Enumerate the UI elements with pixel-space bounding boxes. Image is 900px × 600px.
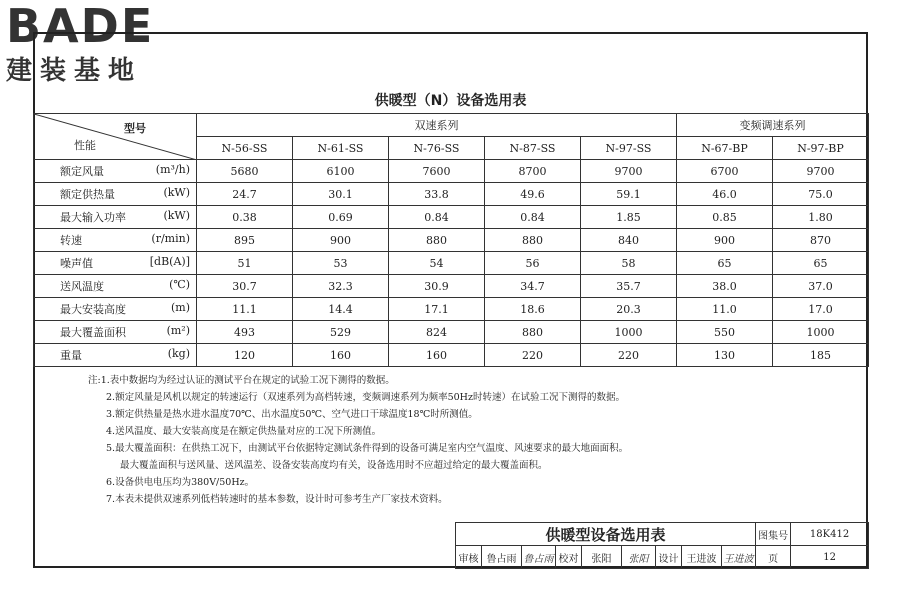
row-unit: [dB(A)] bbox=[149, 255, 190, 268]
note-line: 4.送风温度、最大安装高度是在额定供热量对应的工况下所测值。 bbox=[106, 426, 382, 437]
note-line: 注:1.表中数据均为经过认证的测试平台在规定的试验工况下测得的数据。 bbox=[88, 375, 395, 386]
row-label: 额定供热量 bbox=[60, 188, 115, 201]
row-label: 重量 bbox=[60, 349, 82, 362]
table-cell: 120 bbox=[197, 344, 293, 367]
property-label: 性能 bbox=[74, 139, 96, 152]
group-dual-speed: 双速系列 bbox=[197, 114, 677, 137]
table-cell: 880 bbox=[485, 321, 581, 344]
table-cell: 0.38 bbox=[197, 206, 293, 229]
table-cell: 880 bbox=[485, 229, 581, 252]
table-cell: 895 bbox=[197, 229, 293, 252]
logo-text-en: BADE bbox=[6, 0, 155, 53]
row-label: 噪声值 bbox=[60, 257, 93, 270]
table-cell: 5680 bbox=[197, 160, 293, 183]
row-label-cell bbox=[34, 229, 197, 252]
row-unit: (r/min) bbox=[151, 232, 190, 245]
table-cell: 840 bbox=[581, 229, 677, 252]
row-label: 送风温度 bbox=[60, 280, 104, 293]
reviewer-name: 鲁占雨 bbox=[482, 546, 522, 569]
drawing-title: 供暖型设备选用表 bbox=[456, 523, 756, 546]
table-cell: 46.0 bbox=[677, 183, 773, 206]
table-cell: 14.4 bbox=[293, 298, 389, 321]
table-cell: 1.80 bbox=[773, 206, 869, 229]
table-cell: 185 bbox=[773, 344, 869, 367]
corner-diagonal bbox=[34, 114, 197, 160]
note-line: 2.额定风量是风机以规定的转速运行（双速系列为高档转速，变频调速系列为频率50Hz时转速）在试验工况下测得的数据。 bbox=[106, 392, 625, 403]
reviewer-signature: 鲁占雨 bbox=[522, 546, 556, 569]
row-label-cell bbox=[34, 252, 197, 275]
header-row-groups bbox=[34, 114, 869, 137]
table-row bbox=[34, 229, 869, 252]
table-cell: 58 bbox=[581, 252, 677, 275]
checker-signature: 张阳 bbox=[622, 546, 656, 569]
table-cell: 0.85 bbox=[677, 206, 773, 229]
table-row bbox=[34, 160, 869, 183]
row-unit: (kg) bbox=[167, 347, 190, 360]
table-cell: 53 bbox=[293, 252, 389, 275]
checker-name: 张阳 bbox=[582, 546, 622, 569]
table-row bbox=[34, 252, 869, 275]
table-row bbox=[34, 344, 869, 367]
table-cell: 30.7 bbox=[197, 275, 293, 298]
table-cell: 35.7 bbox=[581, 275, 677, 298]
table-cell: 54 bbox=[389, 252, 485, 275]
table-cell: 37.0 bbox=[773, 275, 869, 298]
model-header: N-97-BP bbox=[773, 137, 869, 160]
table-title: 供暖型（N）设备选用表 bbox=[374, 93, 527, 109]
table-cell: 7600 bbox=[389, 160, 485, 183]
table-cell: 824 bbox=[389, 321, 485, 344]
table-cell: 900 bbox=[677, 229, 773, 252]
table-cell: 8700 bbox=[485, 160, 581, 183]
table-cell: 130 bbox=[677, 344, 773, 367]
designer-signature: 王进波 bbox=[722, 546, 756, 569]
table-cell: 493 bbox=[197, 321, 293, 344]
table-cell: 56 bbox=[485, 252, 581, 275]
note-line: 3.额定供热量是热水进水温度70℃、出水温度50℃、空气进口干球温度18℃时所测值。 bbox=[106, 409, 478, 420]
model-header: N-76-SS bbox=[389, 137, 485, 160]
table-cell: 24.7 bbox=[197, 183, 293, 206]
table-cell: 0.84 bbox=[485, 206, 581, 229]
note-line: 最大覆盖面积与送风量、送风温差、设备安装高度均有关，设备选用时不应超过给定的最大覆盖面积。 bbox=[120, 460, 548, 471]
page-number: 12 bbox=[791, 546, 869, 569]
row-label: 最大安装高度 bbox=[60, 303, 126, 316]
atlas-label: 图集号 bbox=[756, 523, 791, 546]
table-cell: 65 bbox=[677, 252, 773, 275]
model-header: N-61-SS bbox=[293, 137, 389, 160]
table-cell: 0.84 bbox=[389, 206, 485, 229]
table-cell: 59.1 bbox=[581, 183, 677, 206]
type-label: 型号 bbox=[124, 122, 146, 135]
table-cell: 38.0 bbox=[677, 275, 773, 298]
review-label: 审核 bbox=[456, 546, 482, 569]
notes bbox=[88, 372, 628, 508]
table-cell: 0.69 bbox=[293, 206, 389, 229]
table-cell: 6700 bbox=[677, 160, 773, 183]
table-cell: 160 bbox=[389, 344, 485, 367]
row-label-cell bbox=[34, 206, 197, 229]
note-line: 7.本表未提供双速系列低档转速时的基本参数，设计时可参考生产厂家技术资料。 bbox=[106, 494, 448, 505]
table-cell: 550 bbox=[677, 321, 773, 344]
table-cell: 900 bbox=[293, 229, 389, 252]
row-label-cell bbox=[34, 160, 197, 183]
table-cell: 34.7 bbox=[485, 275, 581, 298]
row-unit: (m³/h) bbox=[155, 163, 190, 176]
table-row bbox=[34, 206, 869, 229]
row-unit: (kW) bbox=[163, 209, 190, 222]
table-row bbox=[34, 321, 869, 344]
header-corner-cell bbox=[34, 114, 197, 160]
table-cell: 220 bbox=[581, 344, 677, 367]
table-cell: 49.6 bbox=[485, 183, 581, 206]
designer-name: 王进波 bbox=[682, 546, 722, 569]
row-unit: (m) bbox=[170, 301, 190, 314]
model-header: N-87-SS bbox=[485, 137, 581, 160]
table-cell: 6100 bbox=[293, 160, 389, 183]
row-label-cell bbox=[34, 298, 197, 321]
table-cell: 11.1 bbox=[197, 298, 293, 321]
design-label: 设计 bbox=[656, 546, 682, 569]
table-cell: 1000 bbox=[773, 321, 869, 344]
title-block bbox=[455, 522, 869, 569]
model-header: N-67-BP bbox=[677, 137, 773, 160]
table-cell: 1.85 bbox=[581, 206, 677, 229]
atlas-number: 18K412 bbox=[791, 523, 869, 546]
table-cell: 529 bbox=[293, 321, 389, 344]
table-cell: 9700 bbox=[773, 160, 869, 183]
table-cell: 30.1 bbox=[293, 183, 389, 206]
row-label: 最大覆盖面积 bbox=[60, 326, 126, 339]
row-label: 最大输入功率 bbox=[60, 211, 126, 224]
model-header: N-56-SS bbox=[197, 137, 293, 160]
row-label-cell bbox=[34, 183, 197, 206]
table-row bbox=[34, 275, 869, 298]
row-label: 转速 bbox=[60, 234, 82, 247]
check-label: 校对 bbox=[556, 546, 582, 569]
note-line: 5.最大覆盖面积：在供热工况下，由测试平台依据特定测试条件得到的设备可满足室内空气温度、风速要求的最大地面面积。 bbox=[106, 443, 629, 454]
table-cell: 1000 bbox=[581, 321, 677, 344]
table-row bbox=[34, 183, 869, 206]
note-line: 6.设备供电电压均为380V/50Hz。 bbox=[106, 477, 255, 488]
logo-text-cn: 建装基地 bbox=[6, 56, 143, 86]
table-cell: 17.0 bbox=[773, 298, 869, 321]
table-cell: 220 bbox=[485, 344, 581, 367]
page-label: 页 bbox=[756, 546, 791, 569]
row-label: 额定风量 bbox=[60, 165, 104, 178]
table-cell: 9700 bbox=[581, 160, 677, 183]
table-cell: 160 bbox=[293, 344, 389, 367]
table-cell: 20.3 bbox=[581, 298, 677, 321]
row-label-cell bbox=[34, 344, 197, 367]
table-cell: 11.0 bbox=[677, 298, 773, 321]
row-unit: (m²) bbox=[166, 324, 190, 337]
row-unit: (kW) bbox=[163, 186, 190, 199]
row-unit: (℃) bbox=[169, 278, 190, 291]
table-cell: 32.3 bbox=[293, 275, 389, 298]
row-label-cell bbox=[34, 275, 197, 298]
group-variable-speed: 变频调速系列 bbox=[677, 114, 869, 137]
table-cell: 880 bbox=[389, 229, 485, 252]
table-cell: 17.1 bbox=[389, 298, 485, 321]
table-cell: 33.8 bbox=[389, 183, 485, 206]
table-cell: 18.6 bbox=[485, 298, 581, 321]
table-cell: 870 bbox=[773, 229, 869, 252]
model-header: N-97-SS bbox=[581, 137, 677, 160]
equipment-table bbox=[33, 113, 869, 367]
table-cell: 65 bbox=[773, 252, 869, 275]
table-cell: 30.9 bbox=[389, 275, 485, 298]
table-cell: 51 bbox=[197, 252, 293, 275]
table-cell: 75.0 bbox=[773, 183, 869, 206]
row-label-cell bbox=[34, 321, 197, 344]
table-row bbox=[34, 298, 869, 321]
